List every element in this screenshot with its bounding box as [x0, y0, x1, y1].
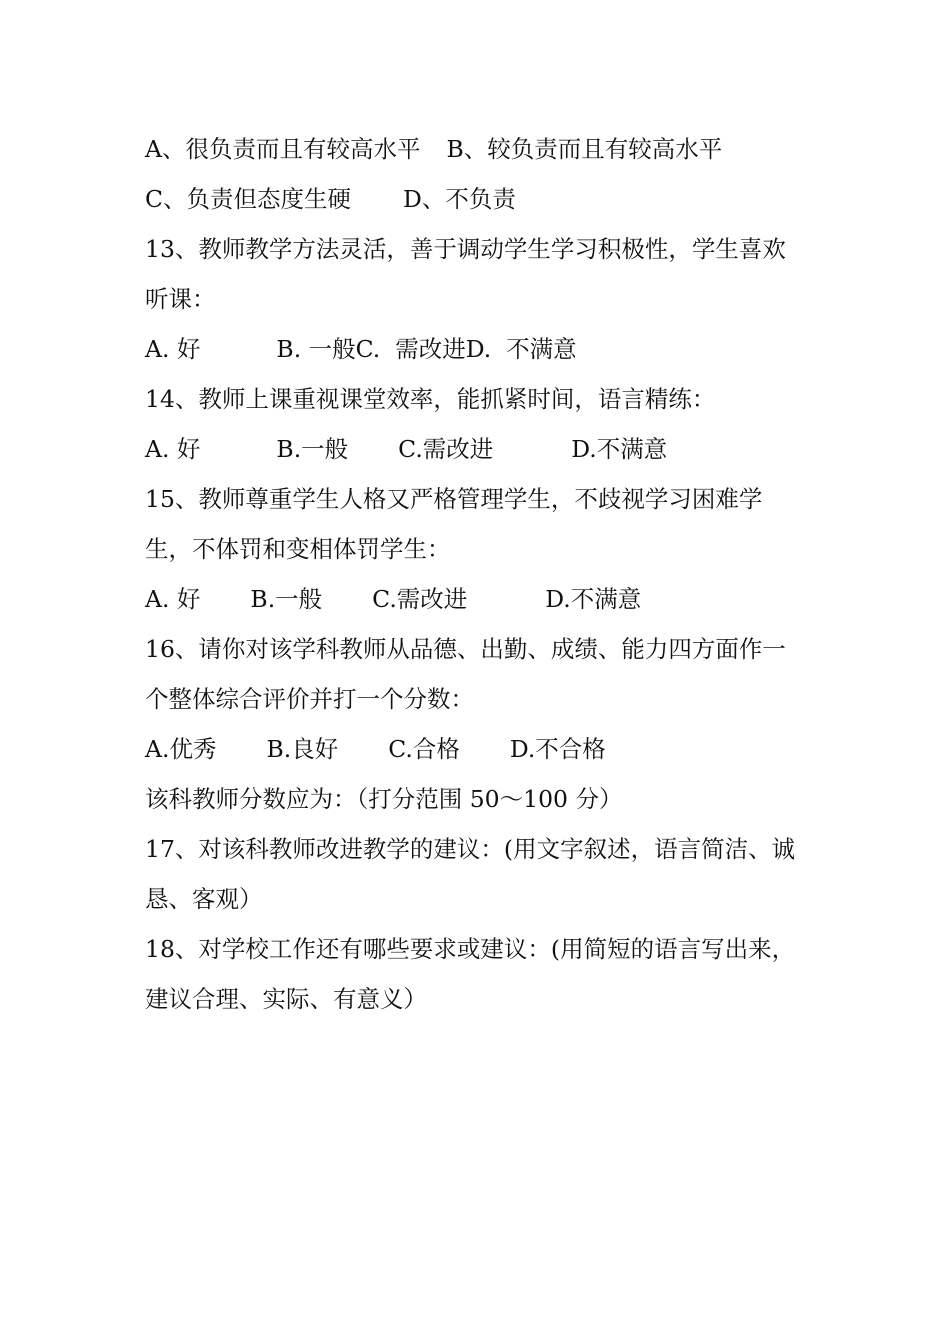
- answer-option[interactable]: D. 不满意: [465, 335, 577, 363]
- answer-option[interactable]: A. 好: [145, 335, 201, 363]
- answer-option[interactable]: C.需改进: [398, 435, 494, 463]
- question-text-line: 听课：: [145, 285, 216, 313]
- answer-option[interactable]: B、较负责而且有较高水平: [446, 135, 723, 163]
- answer-option[interactable]: B.一般: [250, 585, 323, 613]
- answer-option[interactable]: C、负责但态度生硬: [145, 185, 351, 213]
- answer-option[interactable]: D.不满意: [571, 435, 668, 463]
- answer-options-line: [145, 724, 825, 774]
- question-text-line: 13、教师教学方法灵活，善于调动学生学习积极性，学生喜欢: [145, 235, 786, 263]
- answer-option[interactable]: D.不满意: [545, 585, 642, 613]
- question-text-line: 个整体综合评价并打一个分数：: [145, 685, 474, 713]
- answer-option[interactable]: A. 好: [145, 435, 201, 463]
- answer-option[interactable]: D、不负责: [402, 185, 516, 213]
- question-text-line: 生，不体罚和变相体罚学生：: [145, 535, 451, 563]
- answer-option[interactable]: D.不合格: [509, 735, 606, 763]
- answer-option[interactable]: C.需改进: [372, 585, 468, 613]
- question-text-line: 18、对学校工作还有哪些要求或建议：(用简短的语言写出来，: [145, 935, 796, 963]
- answer-options-line: [145, 324, 825, 374]
- question-text-line: 建议合理、实际、有意义）: [145, 985, 427, 1013]
- answer-options-line: [145, 174, 825, 224]
- answer-option[interactable]: C.合格: [388, 735, 460, 763]
- answer-options-line: [145, 124, 825, 174]
- answer-options-line: [145, 424, 825, 474]
- answer-option[interactable]: A.优秀: [145, 735, 217, 763]
- question-text-line: 15、教师尊重学生人格又严格管理学生，不歧视学习困难学: [145, 485, 763, 513]
- survey-content: [145, 124, 825, 1024]
- answer-option[interactable]: B. 一般: [276, 335, 356, 363]
- answer-option[interactable]: B.一般: [276, 435, 349, 463]
- answer-option[interactable]: B.良好: [266, 735, 339, 763]
- answer-option[interactable]: C. 需改进: [355, 335, 466, 363]
- question-text-line: 恳、客观）: [145, 885, 263, 913]
- answer-options-line: [145, 574, 825, 624]
- answer-option[interactable]: A. 好: [145, 585, 201, 613]
- question-text-line: 16、请你对该学科教师从品德、出勤、成绩、能力四方面作一: [145, 635, 786, 663]
- question-text-line: 该科教师分数应为：（打分范围 50～100 分）: [145, 785, 623, 813]
- question-text-line: 17、对该科教师改进教学的建议：(用文字叙述，语言简洁、诚: [145, 835, 796, 863]
- answer-option[interactable]: A、很负责而且有较高水平: [145, 135, 421, 163]
- question-text-line: 14、教师上课重视课堂效率，能抓紧时间，语言精练：: [145, 385, 716, 413]
